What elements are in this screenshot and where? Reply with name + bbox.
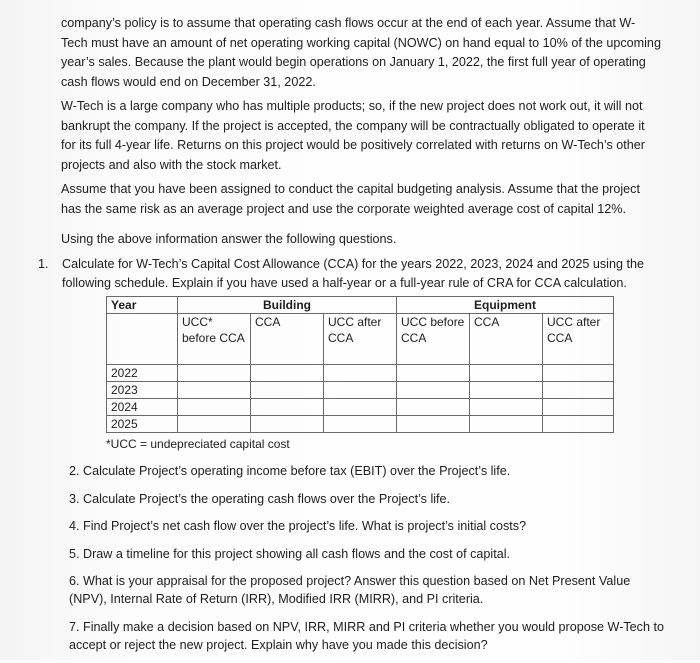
table-input-cell[interactable]	[470, 416, 543, 433]
building-ucc-before-header: UCC* before CCA	[178, 314, 251, 365]
table-input-cell[interactable]	[470, 365, 543, 382]
table-input-cell[interactable]	[324, 382, 397, 399]
table-group-header-row	[107, 297, 614, 314]
question-7: 7. Finally make a decision based on NPV, IRR, MIRR and PI criteria whether you would propose W-Tech to accept or reject the new project. Explain why have you made this decision?	[69, 619, 664, 652]
table-input-cell[interactable]	[543, 399, 614, 416]
building-ucc-after-header: UCC after CCA	[324, 314, 397, 365]
equipment-header: Equipment	[397, 297, 614, 314]
table-subheader-row	[107, 314, 614, 365]
table-row	[107, 399, 614, 416]
table-input-cell[interactable]	[470, 399, 543, 416]
year-cell: 2024	[107, 399, 178, 416]
table-input-cell[interactable]	[543, 365, 614, 382]
table-input-cell[interactable]	[543, 382, 614, 399]
equipment-ucc-after-header: UCC after CCA	[543, 314, 614, 365]
table-input-cell[interactable]	[397, 399, 470, 416]
paragraph-assumptions: Assume that you have been assigned to conduct the capital budgeting analysis. Assume that the project has the same risk as an average project and use the corporate weighted average cost of capital 12%.	[61, 182, 640, 216]
paragraph-cash-flow-policy: company’s policy is to assume that operating cash flows occur at the end of each year. Assume that W-Tech must have an amount of net operating working capital (NOWC) on hand equal to 10% of the upcoming year’s sales. Because the plant would begin operations on January 1, 2022, the first full year of operating cash flows would end on December 31, 2022.	[61, 16, 661, 89]
table-input-cell[interactable]	[397, 416, 470, 433]
table-input-cell[interactable]	[178, 365, 251, 382]
cca-schedule-table	[106, 296, 614, 433]
equipment-cca-header: CCA	[470, 314, 543, 365]
question-1-number: 1.	[38, 257, 49, 271]
table-input-cell[interactable]	[251, 399, 324, 416]
building-header: Building	[178, 297, 397, 314]
year-cell: 2022	[107, 365, 178, 382]
table-input-cell[interactable]	[251, 365, 324, 382]
question-1-text: Calculate for W-Tech’s Capital Cost Allowance (CCA) for the years 2022, 2023, 2024 and 2025 using the following schedule. Explain if you have used a half-year or a full-year rule of CRA for CCA calculation.	[62, 257, 644, 290]
year-cell: 2025	[107, 416, 178, 433]
question-3: 3. Calculate Project’s the operating cash flows over the Project’s life.	[69, 491, 451, 506]
table-input-cell[interactable]	[324, 416, 397, 433]
building-cca-header: CCA	[251, 314, 324, 365]
paragraph-instructions: Using the above information answer the following questions.	[61, 232, 397, 246]
table-input-cell[interactable]	[324, 399, 397, 416]
table-input-cell[interactable]	[251, 382, 324, 399]
table-input-cell[interactable]	[178, 399, 251, 416]
table-row	[107, 416, 614, 433]
year-subheader-cell	[107, 314, 178, 365]
table-input-cell[interactable]	[543, 416, 614, 433]
question-4: 4. Find Project’s net cash flow over the project’s life. What is project’s initial costs?	[69, 519, 527, 533]
table-footnote: *UCC = undepreciated capital cost	[106, 437, 290, 451]
table-input-cell[interactable]	[251, 416, 324, 433]
table-row	[107, 382, 614, 399]
table-input-cell[interactable]	[397, 365, 470, 382]
table-input-cell[interactable]	[178, 382, 251, 399]
paragraph-company-profile: W-Tech is a large company who has multiple products; so, if the new project does not work out, it will not bankrupt the company. If the project is accepted, the company will be contractually obligated to operate it for its full 4-year life. Returns on this project would be positively correlated with returns on W-Tech’s other projects and also with the stock market.	[61, 99, 646, 172]
table-input-cell[interactable]	[470, 382, 543, 399]
table-row	[107, 365, 614, 382]
question-2: 2. Calculate Project’s operating income before tax (EBIT) over the Project’s life.	[69, 464, 511, 478]
equipment-ucc-before-header: UCC before CCA	[397, 314, 470, 365]
question-6: 6. What is your appraisal for the proposed project? Answer this question based on Net Present Value (NPV), Internal Rate of Return (IRR), Modified IRR (MIRR), and PI criteria.	[69, 574, 631, 606]
table-input-cell[interactable]	[178, 416, 251, 433]
year-cell: 2023	[107, 382, 178, 399]
table-input-cell[interactable]	[324, 365, 397, 382]
question-5: 5. Draw a timeline for this project showing all cash flows and the cost of capital.	[69, 546, 510, 561]
year-header: Year	[107, 297, 178, 314]
question-list	[69, 462, 669, 663]
table-input-cell[interactable]	[397, 382, 470, 399]
